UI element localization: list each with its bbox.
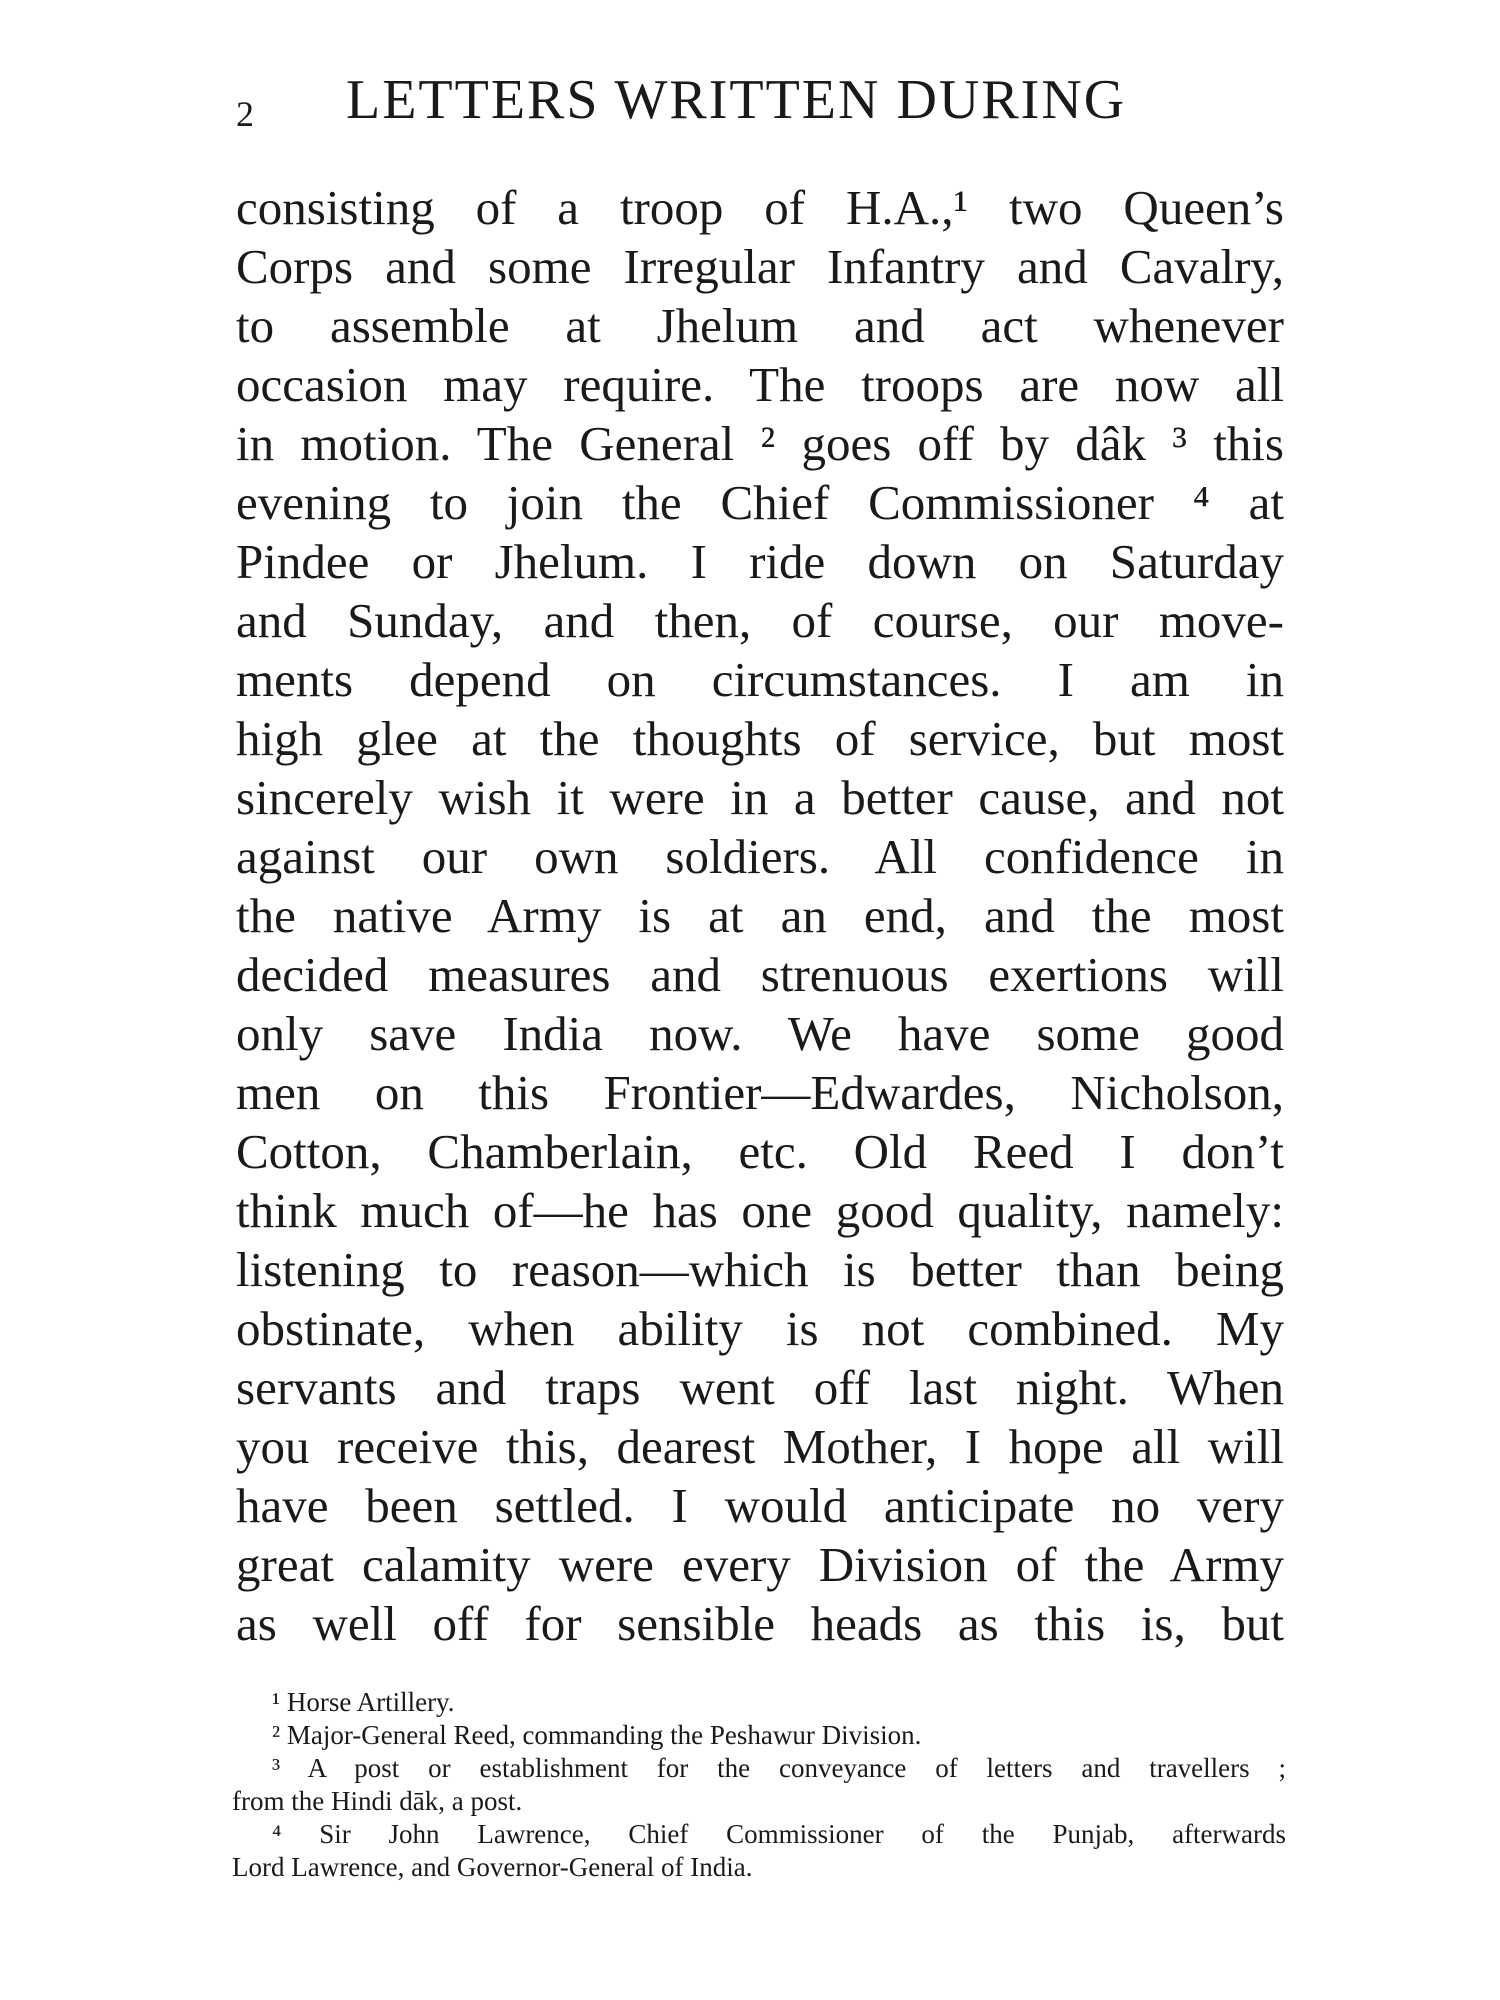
running-title: LETTERS WRITTEN DURING <box>346 69 1127 131</box>
body-line: obstinate, when ability is not combined. My <box>236 1301 1284 1356</box>
body-line: to assemble at Jhelum and act whenever <box>236 298 1284 353</box>
page-number: 2 <box>236 94 254 134</box>
body-line: sincerely wish it were in a better cause, and not <box>236 770 1284 825</box>
body-line: evening to join the Chief Commissioner ⁴ at <box>236 475 1284 530</box>
body-line: men on this Frontier—Edwardes, Nicholson, <box>236 1065 1284 1120</box>
body-line: decided measures and strenuous exertions will <box>236 947 1284 1002</box>
body-line: occasion may require. The troops are now all <box>236 357 1284 412</box>
body-line: high glee at the thoughts of service, but most <box>236 711 1284 766</box>
body-line: Pindee or Jhelum. I ride down on Saturday <box>236 534 1284 589</box>
body-line: consisting of a troop of H.A.,¹ two Queen’s <box>236 180 1284 235</box>
body-line: have been settled. I would anticipate no very <box>236 1478 1284 1533</box>
body-line: against our own soldiers. All confidence in <box>236 829 1284 884</box>
body-line: you receive this, dearest Mother, I hope all will <box>236 1419 1284 1474</box>
body-line: the native Army is at an end, and the most <box>236 888 1284 943</box>
body-line: as well off for sensible heads as this is, but <box>236 1596 1284 1651</box>
body-line: ments depend on circumstances. I am in <box>236 652 1284 707</box>
footnote-1: ¹ Horse Artillery. <box>272 1687 455 1717</box>
body-text <box>236 178 1284 1653</box>
running-head <box>236 68 1286 138</box>
body-line: Cotton, Chamberlain, etc. Old Reed I don’t <box>236 1124 1284 1179</box>
footnote-3: ³ A post or establishment for the conveyance of letters and travellers ; <box>272 1753 1286 1783</box>
body-line: Corps and some Irregular Infantry and Cavalry, <box>236 239 1284 294</box>
body-line: only save India now. We have some good <box>236 1006 1284 1061</box>
footnote-3-continued: from the Hindi dāk, a post. <box>232 1786 523 1816</box>
body-line: servants and traps went off last night. When <box>236 1360 1284 1415</box>
body-line: in motion. The General ² goes off by dâk ³ this <box>236 416 1284 471</box>
body-line: and Sunday, and then, of course, our move- <box>236 593 1284 648</box>
body-line: think much of—he has one good quality, namely: <box>236 1183 1284 1238</box>
body-line: listening to reason—which is better than being <box>236 1242 1284 1297</box>
footnote-2: ² Major-General Reed, commanding the Peshawur Division. <box>272 1720 922 1750</box>
footnote-4: ⁴ Sir John Lawrence, Chief Commissioner of the Punjab, afterwards <box>272 1819 1286 1849</box>
body-line: great calamity were every Division of the Army <box>236 1537 1284 1592</box>
footnotes <box>232 1686 1286 1884</box>
footnote-4-continued: Lord Lawrence, and Governor-General of India. <box>232 1852 753 1882</box>
